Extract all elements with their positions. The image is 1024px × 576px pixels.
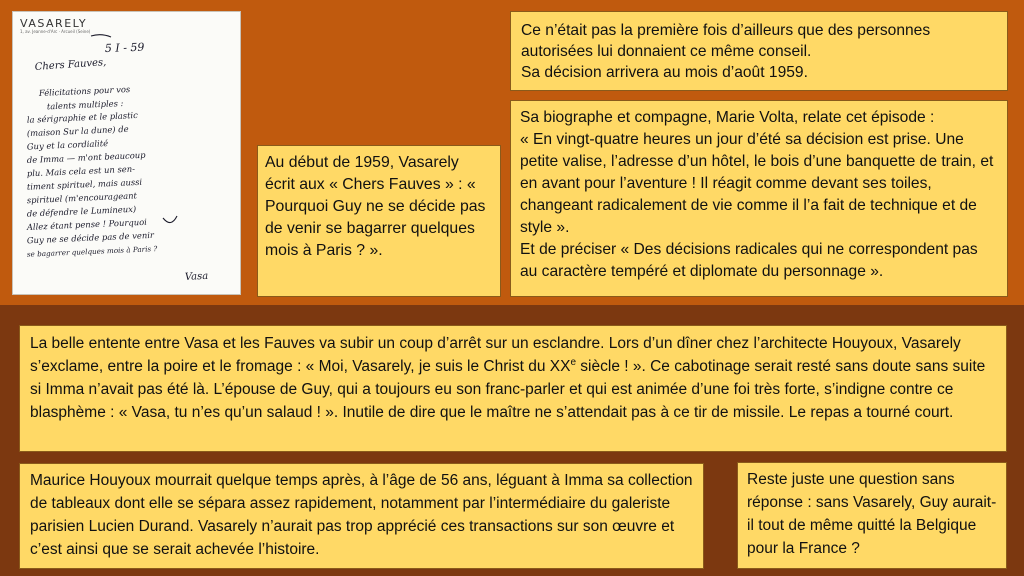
dinner-anecdote-box <box>19 325 1007 452</box>
biography-box <box>510 100 1008 297</box>
dinner-text-part-2: siècle ! ». Ce cabotinage serait resté sans doute sans suite si Imma n’avait pas été là. L’épouse de Guy, qui a toujours eu son franc-parler et qui est animée d’une foi très forte, s’indigne contre ce blasphème : « Vasa, tu n’es qu’un salaud ! ». Inutile de dire que le maître ne s’attendait pas à ce tir de missile. Le repas a tourné court. <box>30 358 986 421</box>
letter-caption-text: Au début de 1959, Vasarely écrit aux « Chers Fauves » : « Pourquoi Guy ne se décide pas de venir se bagarrer quelques mois à Paris ? ». <box>265 154 486 259</box>
biography-quote: « En vingt-quatre heures un jour d’été sa décision est prise. Une petite valise, l’adresse d’un hôtel, le bois d’une banquette de train, et en avant pour l’aventure ! Il réagit comme devant ses toiles, changeant radicalement de vie comme il l’a fait de technique et de style ». <box>520 131 994 236</box>
century-superscript: e <box>570 356 576 368</box>
question-text: Reste juste une question sans réponse : sans Vasarely, Guy aurait-il tout de même quitté la Belgique pour la France ? <box>747 471 997 557</box>
letter-body-line: plu. Mais cela est un sen- <box>26 163 136 179</box>
letter-signature: Vasa <box>184 270 209 283</box>
letter-body-line: se bagarrer quelques mois à Paris ? <box>26 244 158 259</box>
houyoux-box <box>19 463 704 569</box>
letterhead-address: 1, av. Jeanne-d'Arc · Arcueil (Seine) <box>20 29 91 34</box>
dinner-anecdote-text <box>30 332 996 424</box>
letterhead-name: VASARELY <box>20 17 88 30</box>
advice-text-2: Sa décision arrivera au mois d’août 1959. <box>521 64 808 81</box>
biography-conclusion: Et de préciser « Des décisions radicales qui ne correspondent pas au caractère tempéré et diplomate du personnage ». <box>520 241 978 280</box>
letter-body-line: Guy et la cordialité <box>26 138 109 152</box>
letter-body-line: de Imma — m'ont beaucoup <box>26 149 146 165</box>
letter-body-line: Allez étant pense ! Pourquoi <box>26 216 148 232</box>
handwriting-script <box>13 12 240 294</box>
question-box <box>737 462 1007 569</box>
letter-caption-box <box>257 145 501 297</box>
letter-body-line: Guy ne se décide pas de venir <box>26 229 155 246</box>
advice-box <box>510 11 1008 91</box>
handwritten-letter-image <box>12 11 241 295</box>
letter-body-line: la sérigraphie et le plastic <box>26 109 139 125</box>
houyoux-text: Maurice Houyoux mourrait quelque temps après, à l’âge de 56 ans, léguant à Imma sa collection de tableaux dont elle se sépara assez rapidement, notamment par l’intermédiaire du galeriste parisien Lucien Durand. Vasarely n’aurait pas trop apprécié ces transactions sur son œuvre et c’est ainsi que se serait achevée l’histoire. <box>30 472 693 558</box>
letter-body-line: de défendre le Lumineux) <box>26 203 137 219</box>
biography-intro: Sa biographe et compagne, Marie Volta, relate cet épisode : <box>520 109 935 126</box>
letter-body-line: talents multiples : <box>46 98 124 112</box>
letter-body-line: (maison Sur la dune) de <box>26 123 129 139</box>
advice-text-1: Ce n’était pas la première fois d’ailleurs que des personnes autorisées lui donnaient ce même conseil. <box>521 22 931 60</box>
letter-body-line: timent spirituel, mais aussi <box>26 176 143 192</box>
dinner-text-part-1: La belle entente entre Vasa et les Fauves va subir un coup d’arrêt sur un esclandre. Lors d’un dîner chez l’architecte Houyoux, Vasarely s’exclame, entre la poire et le fromage : « Moi, Vasarely, je suis le Christ du XX <box>30 335 961 375</box>
letter-body-line: Félicitations pour vos <box>38 84 131 98</box>
letter-salutation: Chers Fauves, <box>34 57 107 73</box>
letter-body-line: spirituel (m'encourageant <box>26 190 138 206</box>
letter-date: 5 I - 59 <box>104 40 145 55</box>
